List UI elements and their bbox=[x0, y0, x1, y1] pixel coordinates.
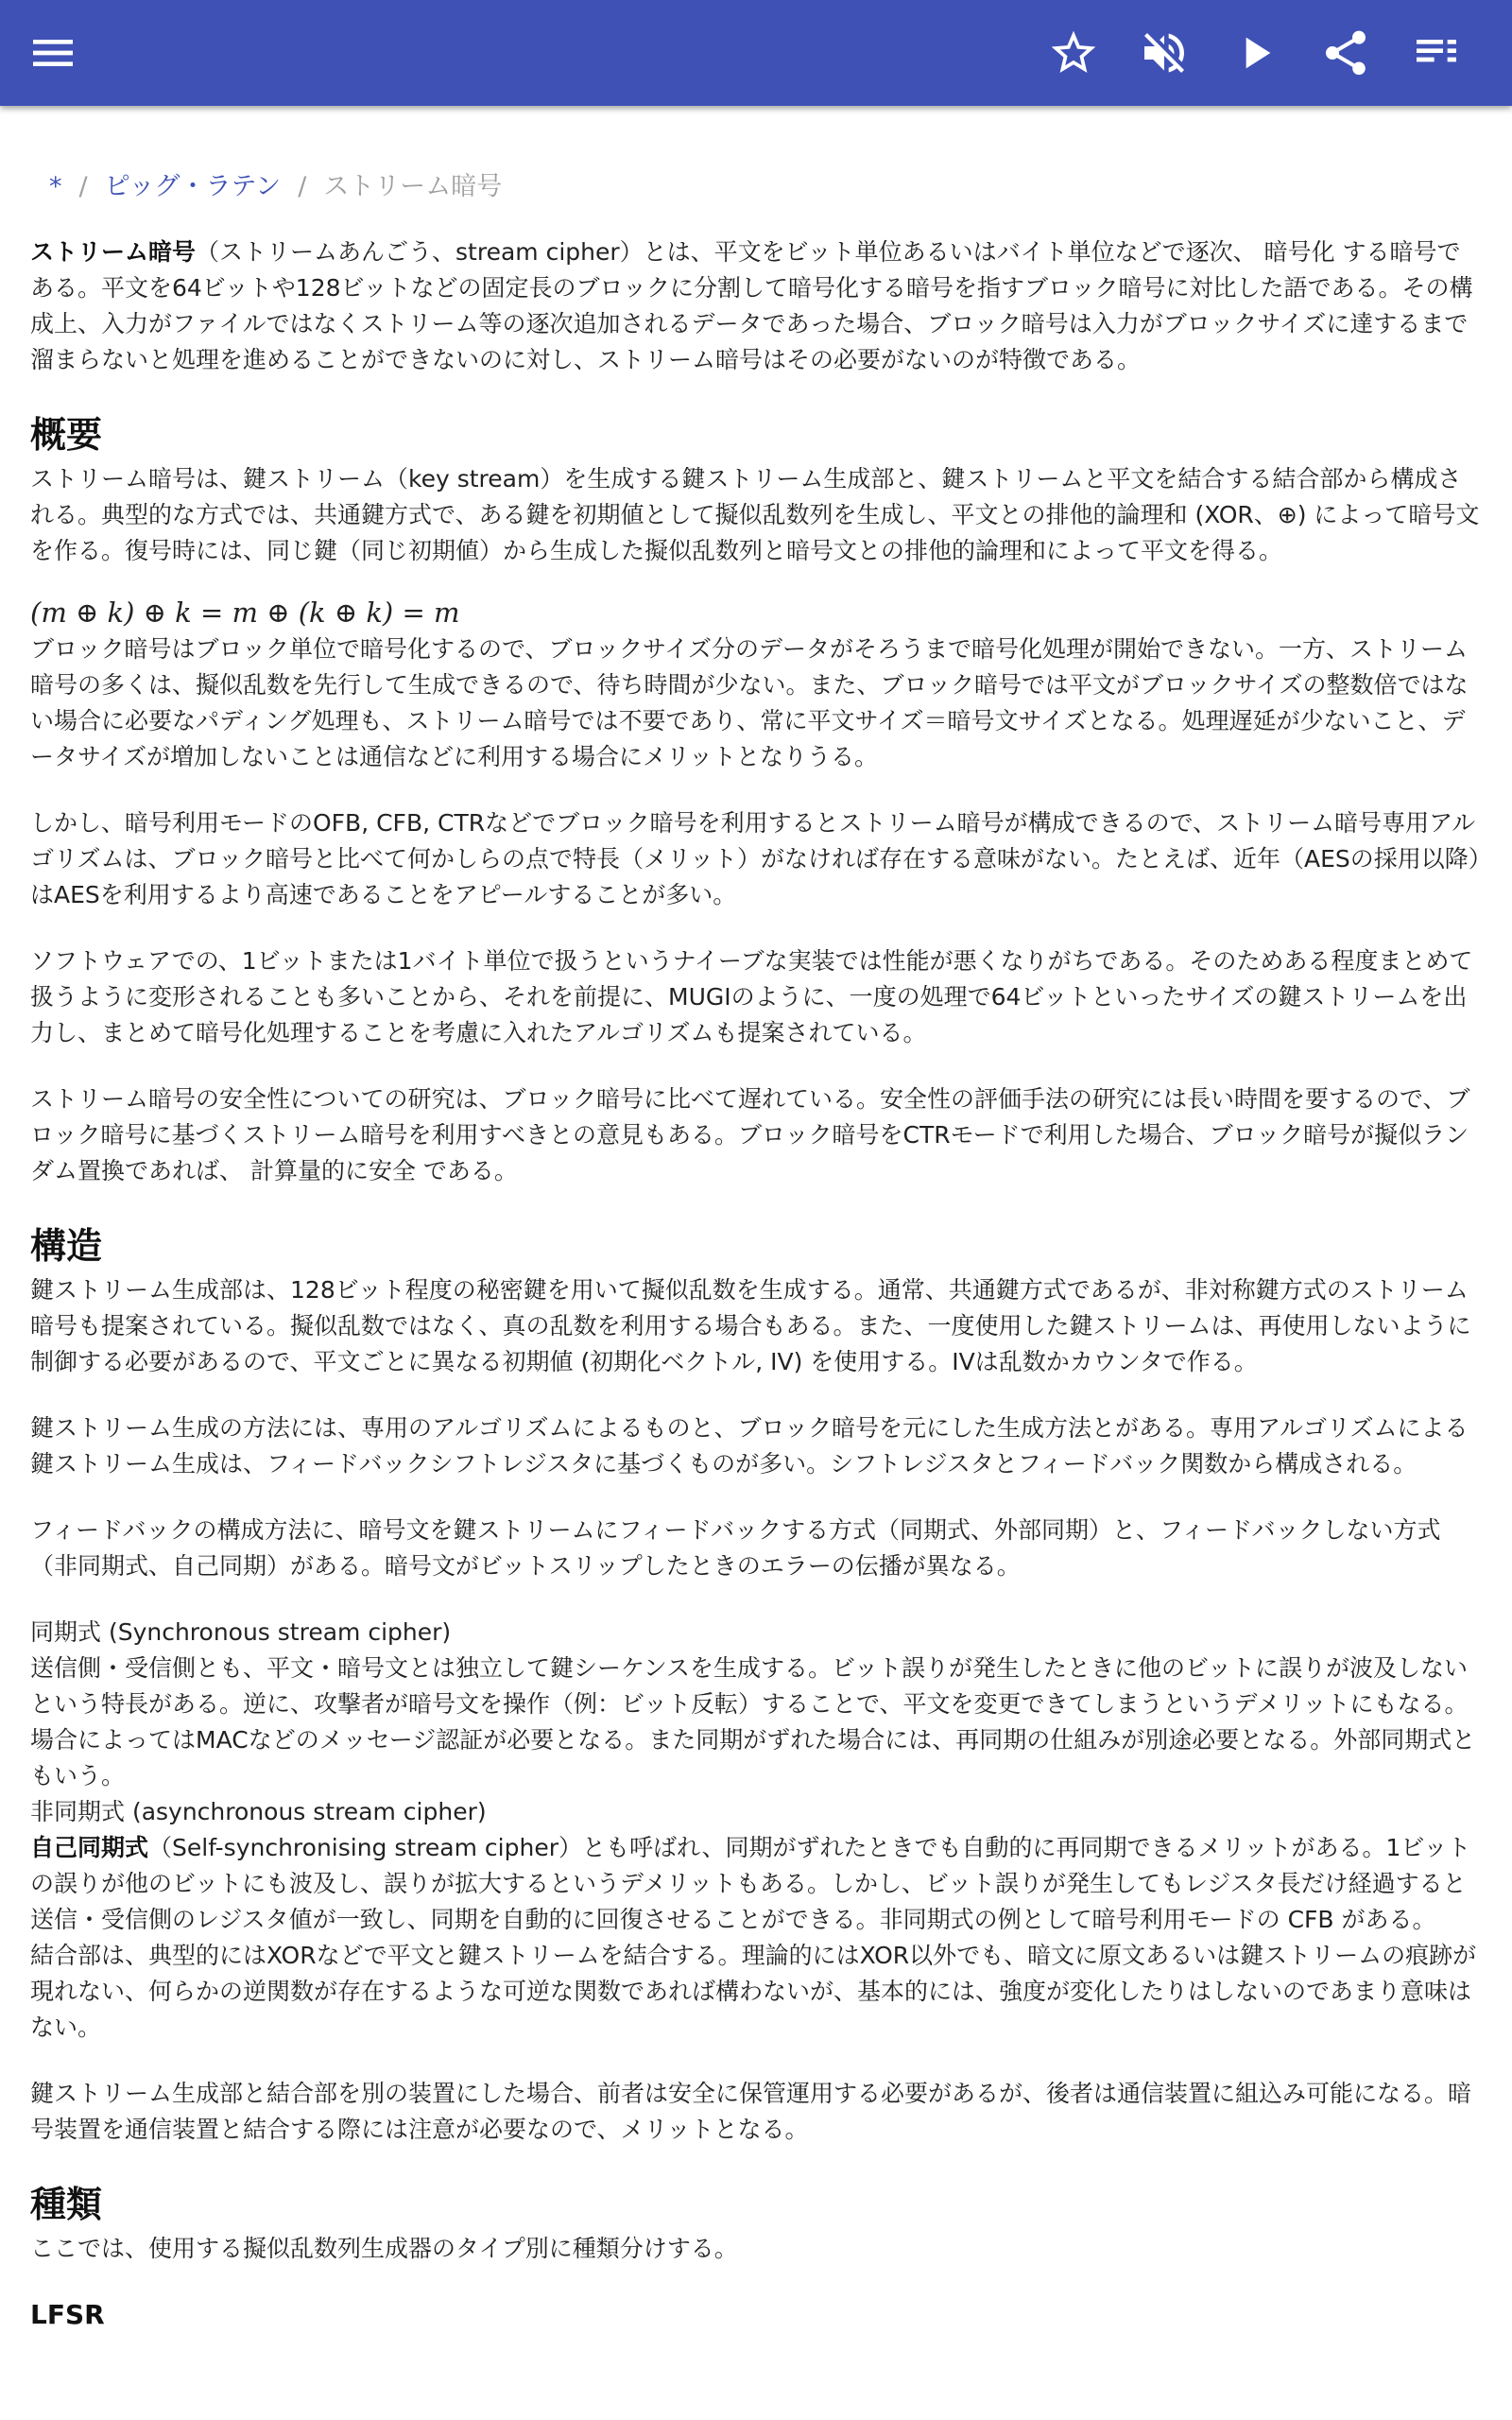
section-heading-overview: 概要 bbox=[30, 414, 103, 456]
overview-paragraph-3: しかし、暗号利用モードのOFB, CFB, CTRなどでブロック暗号を利用するとストリーム暗号が構成できるので、ストリーム暗号専用アルゴリズムは、ブロック暗号と比べて何かしらの点で特長（メリット）がなければ存在する意味がない。たとえば、近年（AESの採用以降）はAESを利用するより高速であることをアピールすることが多い。 bbox=[30, 809, 1481, 908]
async-title: 非同期式 (asynchronous stream cipher) bbox=[30, 1798, 487, 1825]
async-term: 自己同期式 bbox=[30, 1834, 149, 1861]
article bbox=[30, 106, 1482, 2333]
section-heading-types: 種類 bbox=[30, 2184, 103, 2225]
star-icon[interactable] bbox=[1047, 26, 1100, 79]
playlist-icon[interactable] bbox=[1410, 26, 1463, 79]
intro-term: ストリーム暗号 bbox=[30, 238, 197, 266]
intro-text: （ストリームあんごう、stream cipher）とは、平文をビット単位あるいはバイト単位などで逐次、 暗号化 する暗号である。平文を64ビットや128ビットなどの固定長のブロックに分割して暗号化する暗号を指すブロック暗号に対比した語である。その構成上、入力がファイルではなくストリーム等の逐次追加されるデータであった場合、ブロック暗号は入力がブロックサイズに達するまで溜まらないと処理を進めることができないのに対し、ストリーム暗号はその必要がないのが特徴である。 bbox=[30, 238, 1473, 373]
breadcrumb-parent-link[interactable]: ピッグ・ラテン bbox=[104, 172, 282, 201]
types-paragraph-1: ここでは、使用する擬似乱数列生成器のタイプ別に種類分けする。 bbox=[30, 2235, 738, 2262]
intro-paragraph bbox=[30, 234, 1482, 378]
async-text: （Self-synchronising stream cipher）とも呼ばれ、同期がずれたときでも自動的に再同期できるメリットがある。1ビットの誤りが他のビットにも波及し、誤りが拡大するというデメリットもある。しかし、ビット誤りが発生してもレジスタ長だけ経過すると送信・受信側のレジスタ値が一致し、同期を自動的に回復させることができる。非同期式の例として暗号利用モードの CFB がある。 bbox=[30, 1834, 1471, 1933]
structure-paragraph-1: 鍵ストリーム生成部は、128ビット程度の秘密鍵を用いて擬似乱数を生成する。通常、共通鍵方式であるが、非対称鍵方式のストリーム暗号も提案されている。擬似乱数ではなく、真の乱数を利用する場合もある。また、一度使用した鍵ストリームは、再使用しないように制御する必要があるので、平文ごとに異なる初期値 (初期化ベクトル, IV) を使用する。IVは乱数かカウンタで作る。 bbox=[30, 1276, 1471, 1375]
xor-formula: (m ⊕ k) ⊕ k = m ⊕ (k ⊕ k) = m bbox=[30, 596, 460, 629]
overview-paragraph-4: ソフトウェアでの、1ビットまたは1バイト単位で扱うというナイーブな実装では性能が悪くなりがちである。そのためある程度まとめて扱うように変形されることも多いことから、それを前提に、MUGIのように、一度の処理で64ビットといったサイズの鍵ストリームを出力し、まとめて暗号化処理することを考慮に入れたアルゴリズムも提案されている。 bbox=[30, 947, 1473, 1046]
breadcrumb bbox=[30, 168, 1482, 206]
overview-paragraph-5: ストリーム暗号の安全性についての研究は、ブロック暗号に比べて遅れている。安全性の評価手法の研究には長い時間を要するので、ブロック暗号に基づくストリーム暗号を利用すべきとの意見もある。ブロック暗号をCTRモードで利用した場合、ブロック暗号が擬似ランダム置換であれば、 計算量的に安全 である。 bbox=[30, 1085, 1470, 1184]
structure-paragraph-5: 鍵ストリーム生成部と結合部を別の装置にした場合、前者は安全に保管運用する必要があるが、後者は通信装置に組込み可能になる。暗号装置を通信装置と結合する際には注意が必要なので、メリットとなる。 bbox=[30, 2080, 1472, 2143]
subsection-heading-lfsr: LFSR bbox=[30, 2299, 105, 2330]
sync-title: 同期式 (Synchronous stream cipher) bbox=[30, 1618, 452, 1646]
app-bar bbox=[0, 0, 1512, 106]
breadcrumb-separator: / bbox=[298, 172, 307, 201]
sync-description: 送信側・受信側とも、平文・暗号文とは独立して鍵シーケンスを生成する。ビット誤りが発生したときに他のビットに誤りが波及しないという特長がある。逆に、攻撃者が暗号文を操作（例：ビット反転）することで、平文を変更できてしまうというデメリットにもなる。場合によってはMACなどのメッセージ認証が必要となる。また同期がずれた場合には、再同期の仕組みが別途必要となる。外部同期式ともいう。 bbox=[30, 1654, 1476, 1789]
breadcrumb-separator: / bbox=[78, 172, 88, 201]
overview-paragraph-2: ブロック暗号はブロック単位で暗号化するので、ブロックサイズ分のデータがそろうまで暗号化処理が開始できない。一方、ストリーム暗号の多くは、擬似乱数を先行して生成できるので、待ち時間が少ない。また、ブロック暗号では平文がブロックサイズの整数倍ではない場合に必要なパディング処理も、ストリーム暗号では不要であり、常に平文サイズ＝暗号文サイズとなる。処理遅延が少ないこと、データサイズが増加しないことは通信などに利用する場合にメリットとなりうる。 bbox=[30, 635, 1469, 770]
play-icon[interactable] bbox=[1228, 26, 1281, 79]
breadcrumb-home-link[interactable]: * bbox=[49, 172, 62, 201]
structure-paragraph-2: 鍵ストリーム生成の方法には、専用のアルゴリズムによるものと、ブロック暗号を元にした生成方法とがある。専用アルゴリズムによる鍵ストリーム生成は、フィードバックシフトレジスタに基づくものが多い。シフトレジスタとフィードバック関数から構成される。 bbox=[30, 1414, 1469, 1478]
menu-icon[interactable] bbox=[26, 26, 79, 79]
volume-off-icon[interactable] bbox=[1138, 26, 1191, 79]
async-description bbox=[30, 1830, 1482, 1938]
section-heading-structure: 構造 bbox=[30, 1225, 103, 1267]
structure-paragraph-4: 結合部は、典型的にはXORなどで平文と鍵ストリームを結合する。理論的にはXOR以外でも、暗文に原文あるいは鍵ストリームの痕跡が現れない、何らかの逆関数が存在するような可逆な関数であれば構わないが、基本的には、強度が変化したりはしないのであまり意味はない。 bbox=[30, 1942, 1477, 2041]
structure-paragraph-3: フィードバックの構成方法に、暗号文を鍵ストリームにフィードバックする方式（同期式、外部同期）と、フィードバックしない方式（非同期式、自己同期）がある。暗号文がビットスリップしたときのエラーの伝播が異なる。 bbox=[30, 1516, 1441, 1580]
overview-paragraph-1: ストリーム暗号は、鍵ストリーム（key stream）を生成する鍵ストリーム生成部と、鍵ストリームと平文を結合する結合部から構成される。典型的な方式では、共通鍵方式で、ある鍵を初期値として擬似乱数列を生成し、平文との排他的論理和 (XOR、⊕) によって暗号文を作る。復号時には、同じ鍵（同じ初期値）から生成した擬似乱数列と暗号文との排他的論理和によって平文を得る。 bbox=[30, 465, 1480, 564]
breadcrumb-current: ストリーム暗号 bbox=[323, 172, 503, 201]
share-icon[interactable] bbox=[1319, 26, 1372, 79]
